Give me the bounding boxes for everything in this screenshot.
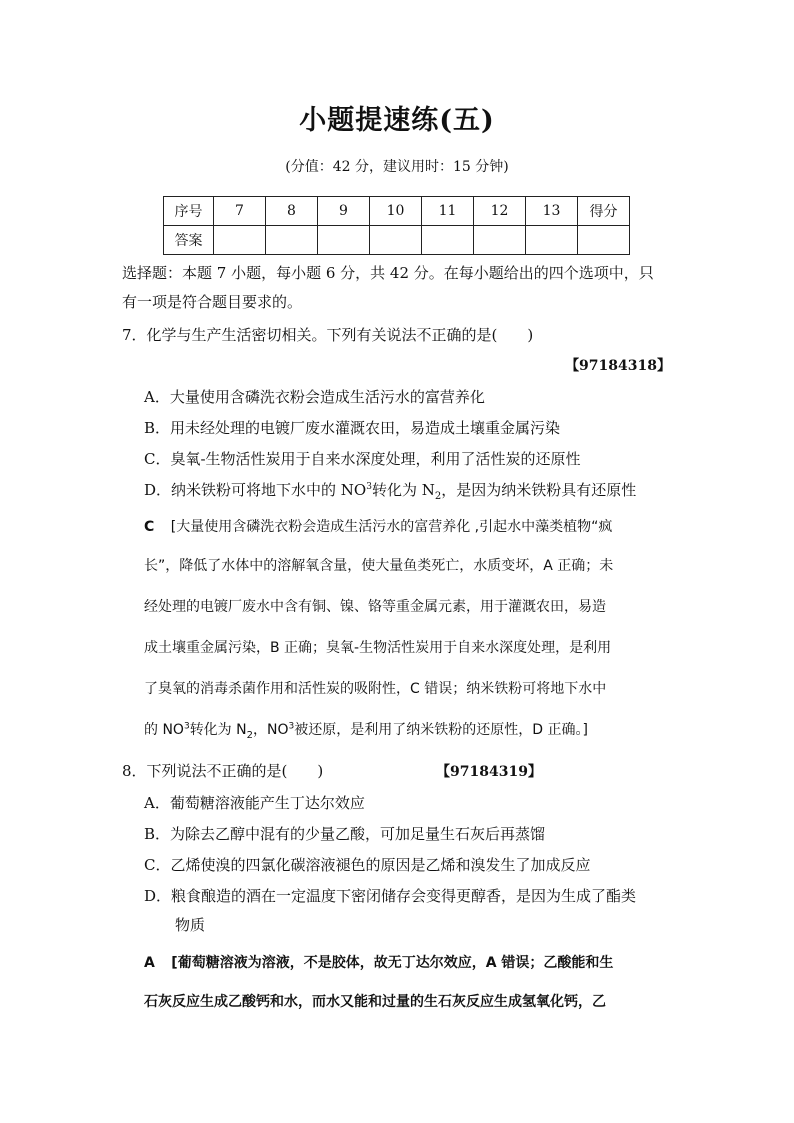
q7-answer-letter: C (144, 519, 155, 535)
answer-cell[interactable] (318, 226, 370, 255)
answer-cell[interactable] (474, 226, 526, 255)
instructions-line-1: 选择题：本题 7 小题，每小题 6 分，共 42 分。在每小题给出的四个选项中，只 (122, 264, 654, 282)
q7-option-d (144, 479, 636, 502)
subscript-2: 2 (246, 729, 253, 741)
q7-option-b: B．用未经处理的电镀厂废水灌溉农田，易造成土壤重金属污染 (144, 419, 561, 437)
answer-cell[interactable] (266, 226, 318, 255)
q7-stem: 7．化学与生产生活密切相关。下列有关说法不正确的是( ) (122, 326, 534, 344)
page-subtitle: (分值：42 分，建议用时：15 分钟) (285, 159, 509, 175)
answer-table-header-row (164, 197, 630, 226)
q8-explain-1: [葡萄糖溶液为溶液，不是胶体，故无丁达尔效应，A 错误；乙酸能和生 (171, 955, 614, 971)
answer-cell[interactable] (370, 226, 422, 255)
table-col-11: 11 (422, 197, 474, 226)
answer-table (163, 196, 630, 255)
table-col-9: 9 (318, 197, 370, 226)
q7-explain-6c: ，NO (253, 722, 289, 738)
q7-explain-6d: 被还原，是利用了纳米铁粉的还原性，D 正确。] (294, 722, 588, 738)
q7-code: 【97184318】 (565, 358, 671, 374)
instructions-line-2: 有一项是符合题目要求的。 (122, 293, 303, 311)
superscript-3: 3 (183, 721, 190, 732)
table-header-label: 序号 (164, 197, 214, 226)
q8-option-d-line-1: D．粮食酿造的酒在一定温度下密闭储存会变得更醇香，是因为生成了酯类 (144, 887, 637, 905)
score-cell[interactable] (578, 226, 630, 255)
table-col-7: 7 (214, 197, 266, 226)
q8-answer-letter: A (144, 955, 155, 971)
superscript-3: 3 (288, 721, 295, 732)
q8-option-b: B．为除去乙醇中混有的少量乙酸，可加足量生石灰后再蒸馏 (144, 825, 546, 843)
q7-explanation-line-2: 长”，降低了水体中的溶解氧含量，使大量鱼类死亡，水质变坏，A 正确；未 (144, 558, 614, 574)
q7-explain-1: [大量使用含磷洗衣粉会造成生活污水的富营养化 ,引起水中藻类植物“疯 (170, 519, 613, 535)
q7-option-d-pre: D．纳米铁粉可将地下水中的 NO (144, 481, 367, 499)
q8-stem: 8．下列说法不正确的是( ) (122, 762, 324, 780)
table-answer-label: 答案 (164, 226, 214, 255)
q7-option-d-mid: 转化为 N (371, 481, 435, 499)
subscript-2: 2 (434, 491, 442, 502)
answer-table-answer-row (164, 226, 630, 255)
answer-cell[interactable] (422, 226, 474, 255)
q8-option-c: C．乙烯使溴的四氯化碳溶液褪色的原因是乙烯和溴发生了加成反应 (144, 856, 591, 874)
answer-cell[interactable] (526, 226, 578, 255)
answer-cell[interactable] (214, 226, 266, 255)
superscript-3: 3 (366, 482, 372, 492)
q7-explanation-line-4: 成土壤重金属污染，B 正确；臭氧-生物活性炭用于自来水深度处理，是利用 (144, 640, 612, 656)
page-title: 小题提速练(五) (299, 105, 495, 136)
q8-option-a: A．葡萄糖溶液能产生丁达尔效应 (144, 794, 365, 812)
table-col-10: 10 (370, 197, 422, 226)
q8-explanation-line-1 (144, 952, 613, 972)
q7-option-c: C．臭氧-生物活性炭用于自来水深度处理，利用了活性炭的还原性 (144, 450, 581, 468)
table-col-8: 8 (266, 197, 318, 226)
q7-explanation-line-5: 了臭氧的消毒杀菌作用和活性炭的吸附性，C 错误；纳米铁粉可将地下水中 (144, 681, 607, 697)
table-col-12: 12 (474, 197, 526, 226)
q8-option-d-line-2: 物质 (175, 916, 206, 934)
q7-explanation-line-6 (144, 719, 588, 741)
q8-explanation-line-2: 石灰反应生成乙酸钙和水，而水又能和过量的生石灰反应生成氢氧化钙，乙 (144, 994, 606, 1010)
q7-explain-6a: 的 NO (144, 722, 184, 738)
q8-code: 【97184319】 (436, 764, 542, 780)
q7-option-a: A．大量使用含磷洗衣粉会造成生活污水的富营养化 (144, 388, 485, 406)
q7-explanation-line-1 (144, 516, 612, 536)
q7-option-d-post: ，是因为纳米铁粉具有还原性 (441, 481, 637, 499)
table-col-score: 得分 (578, 197, 630, 226)
q7-explanation-line-3: 经处理的电镀厂废水中含有铜、镍、铬等重金属元素，用于灌溉农田，易造 (144, 599, 606, 615)
table-col-13: 13 (526, 197, 578, 226)
q7-explain-6b: 转化为 N (189, 722, 247, 738)
